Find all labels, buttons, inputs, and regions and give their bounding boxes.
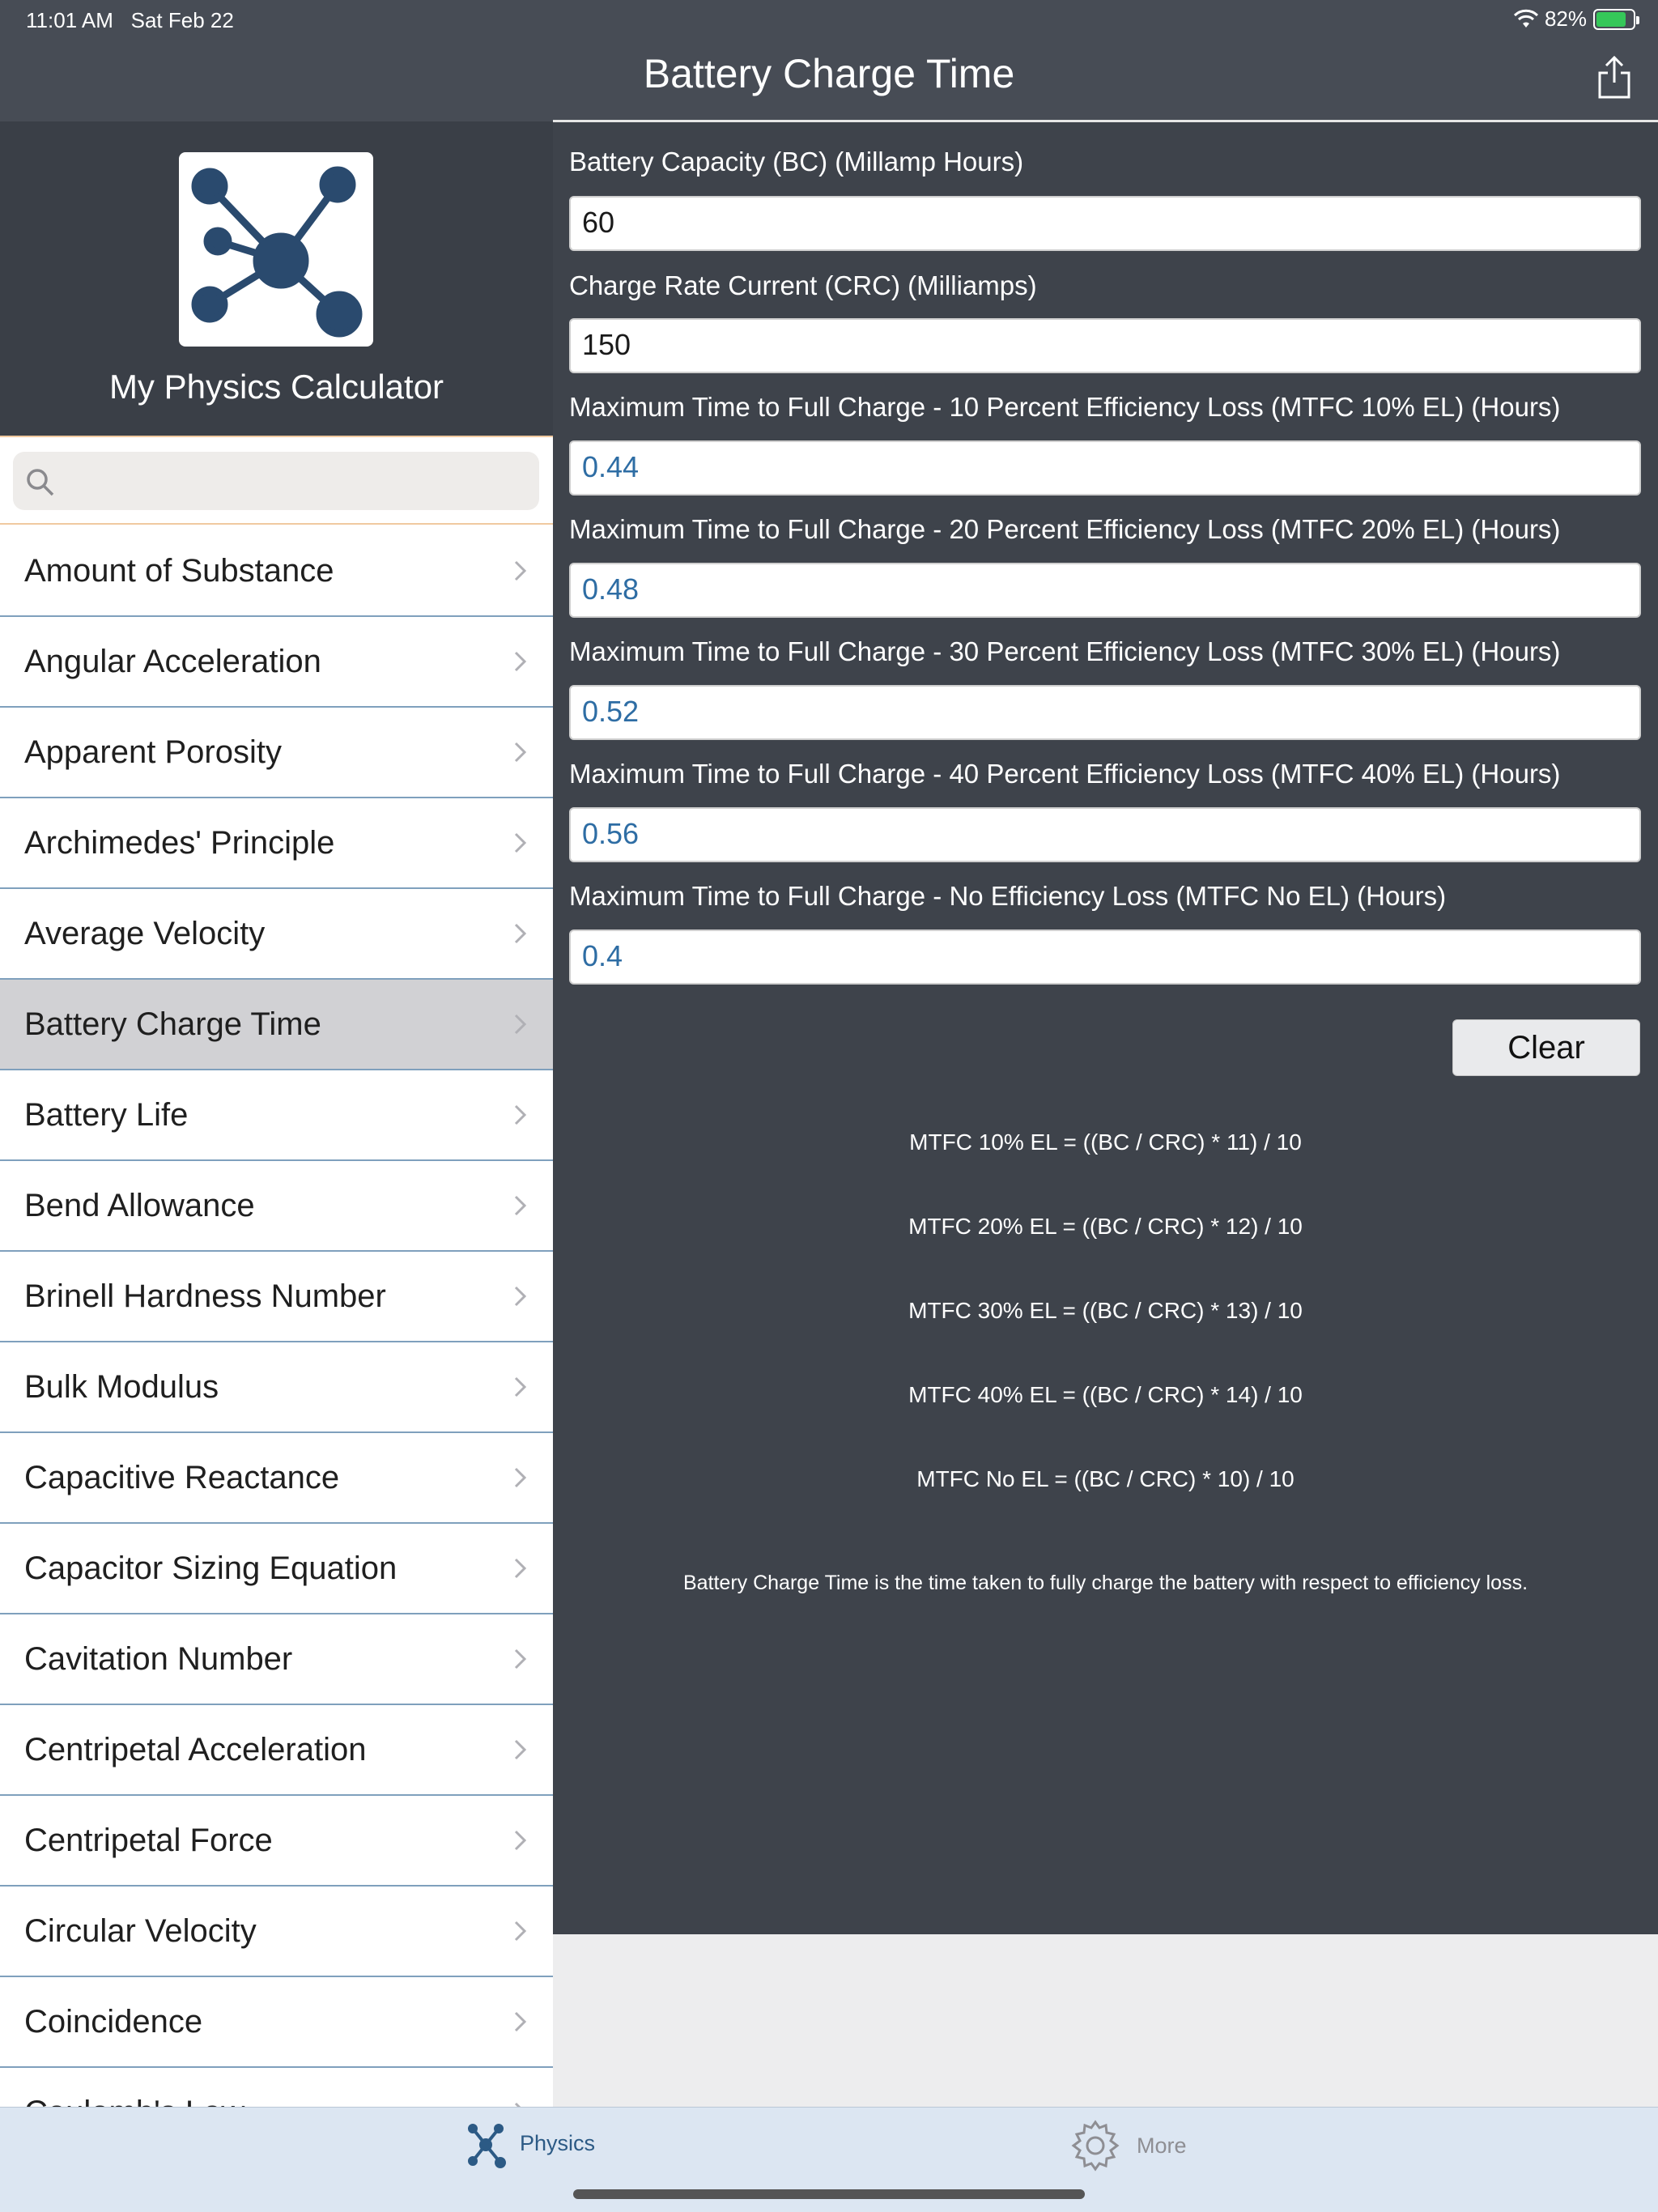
share-icon[interactable]	[1595, 55, 1634, 100]
chevron-right-icon	[512, 1828, 529, 1853]
chevron-right-icon	[512, 1465, 529, 1490]
list-item-average-velocity[interactable]	[0, 889, 553, 980]
chevron-right-icon	[512, 1375, 529, 1399]
charge-rate-current-input[interactable]: 150	[569, 318, 1641, 373]
chevron-right-icon	[512, 1556, 529, 1580]
list-item-label: Bulk Modulus	[24, 1368, 219, 1405]
mtfc-no-el-output[interactable]: 0.4	[569, 929, 1641, 985]
mtfc-20-output[interactable]: 0.48	[569, 563, 1641, 618]
list-item-bulk-modulus[interactable]	[0, 1342, 553, 1433]
list-item-coincidence[interactable]	[0, 1977, 553, 2068]
list-item-label: Coincidence	[24, 2003, 203, 2040]
battery-icon	[1593, 9, 1635, 30]
gear-icon	[1069, 2119, 1122, 2172]
search-icon	[24, 466, 57, 499]
calculator-list	[0, 526, 553, 2159]
list-item-label: Bend Allowance	[24, 1187, 255, 1223]
list-item-label: Apparent Porosity	[24, 734, 282, 770]
list-item-archimedes-principle[interactable]	[0, 798, 553, 889]
chevron-right-icon	[512, 1193, 529, 1218]
mtfc-30-output[interactable]: 0.52	[569, 685, 1641, 740]
list-item-label: Circular Velocity	[24, 1912, 257, 1949]
status-date: Sat Feb 22	[130, 8, 234, 32]
mtfc-10-output[interactable]: 0.44	[569, 440, 1641, 496]
formula-no-el: MTFC No EL = ((BC / CRC) * 10) / 10	[916, 1466, 1295, 1491]
chevron-right-icon	[512, 1012, 529, 1036]
mtfc-no-el-label: Maximum Time to Full Charge - No Efficiency Loss (MTFC No EL) (Hours)	[569, 881, 1447, 911]
list-item-label: Brinell Hardness Number	[24, 1278, 386, 1314]
list-item-label: Amount of Substance	[24, 552, 334, 589]
list-item-brinell-hardness-number[interactable]	[0, 1252, 553, 1342]
tab-more[interactable]	[1069, 2119, 1187, 2172]
chevron-right-icon	[512, 1284, 529, 1308]
mtfc-20-label: Maximum Time to Full Charge - 20 Percent Efficiency Loss (MTFC 20% EL) (Hours)	[569, 514, 1561, 544]
chevron-right-icon	[512, 921, 529, 946]
calculator-form	[553, 122, 1658, 1934]
list-item-label: Centripetal Force	[24, 1822, 273, 1858]
mtfc-30-label: Maximum Time to Full Charge - 30 Percent Efficiency Loss (MTFC 30% EL) (Hours)	[569, 636, 1561, 666]
top-bar	[0, 0, 1658, 121]
mtfc-40-label: Maximum Time to Full Charge - 40 Percent Efficiency Loss (MTFC 40% EL) (Hours)	[569, 759, 1561, 789]
list-item-cavitation-number[interactable]	[0, 1614, 553, 1705]
search-bar	[0, 436, 553, 525]
status-clock: 11:01 AM	[26, 8, 113, 32]
list-item-apparent-porosity[interactable]	[0, 708, 553, 798]
battery-capacity-label: Battery Capacity (BC) (Millamp Hours)	[569, 147, 1024, 177]
mtfc-10-label: Maximum Time to Full Charge - 10 Percent Efficiency Loss (MTFC 10% EL) (Hours)	[569, 392, 1561, 422]
list-item-capacitor-sizing-equation[interactable]	[0, 1524, 553, 1614]
list-item-label: Battery Charge Time	[24, 1006, 321, 1042]
molecule-icon	[466, 2119, 505, 2167]
description-text: Battery Charge Time is the time taken to fully charge the battery with respect to efficiency loss.	[682, 1572, 1528, 1594]
formula-20: MTFC 20% EL = ((BC / CRC) * 12) / 10	[908, 1214, 1303, 1239]
mtfc-40-output[interactable]: 0.56	[569, 807, 1641, 862]
list-item-circular-velocity[interactable]	[0, 1887, 553, 1977]
formula-40: MTFC 40% EL = ((BC / CRC) * 14) / 10	[908, 1382, 1303, 1407]
page-title: Battery Charge Time	[643, 51, 1015, 96]
wifi-icon	[1514, 10, 1538, 29]
list-item-label: Angular Acceleration	[24, 643, 321, 679]
list-item-capacitive-reactance[interactable]	[0, 1433, 553, 1524]
status-time	[26, 8, 234, 33]
status-indicators	[1514, 6, 1635, 32]
chevron-right-icon	[512, 649, 529, 674]
sidebar-header	[0, 121, 553, 436]
list-item-label: Average Velocity	[24, 915, 266, 951]
list-item-label: Centripetal Acceleration	[24, 1731, 367, 1767]
list-item-amount-of-substance[interactable]	[0, 526, 553, 617]
content-footer-area	[553, 1934, 1658, 2107]
list-item-bend-allowance[interactable]	[0, 1161, 553, 1252]
list-item-label: Cavitation Number	[24, 1640, 293, 1677]
tab-physics-label: Physics	[520, 2130, 596, 2155]
tab-more-label: More	[1137, 2133, 1187, 2158]
list-item-battery-charge-time[interactable]	[0, 980, 553, 1070]
list-item-label: Archimedes' Principle	[24, 824, 335, 861]
search-input[interactable]	[13, 452, 539, 510]
battery-capacity-input[interactable]: 60	[569, 196, 1641, 251]
chevron-right-icon	[512, 1738, 529, 1762]
list-item-centripetal-force[interactable]	[0, 1796, 553, 1887]
formula-30: MTFC 30% EL = ((BC / CRC) * 13) / 10	[908, 1298, 1303, 1323]
charge-rate-current-label: Charge Rate Current (CRC) (Milliamps)	[569, 270, 1037, 300]
molecule-logo-icon	[179, 152, 373, 347]
tab-physics[interactable]	[466, 2119, 595, 2167]
chevron-right-icon	[512, 740, 529, 764]
list-item-label: Battery Life	[24, 1096, 189, 1133]
chevron-right-icon	[512, 1919, 529, 1943]
home-indicator	[573, 2189, 1085, 2199]
list-item-angular-acceleration[interactable]	[0, 617, 553, 708]
list-item-label: Capacitor Sizing Equation	[24, 1550, 397, 1586]
app-logo	[179, 152, 373, 347]
list-item-battery-life[interactable]	[0, 1070, 553, 1161]
clear-button[interactable]: Clear	[1452, 1019, 1640, 1076]
chevron-right-icon	[512, 1647, 529, 1671]
formula-10: MTFC 10% EL = ((BC / CRC) * 11) / 10	[909, 1129, 1302, 1155]
battery-percent: 82%	[1544, 6, 1587, 31]
app-name: My Physics Calculator	[108, 368, 444, 406]
sidebar	[0, 121, 553, 2107]
chevron-right-icon	[512, 2010, 529, 2034]
list-item-label: Capacitive Reactance	[24, 1459, 340, 1495]
chevron-right-icon	[512, 559, 529, 583]
list-item-centripetal-acceleration[interactable]	[0, 1705, 553, 1796]
chevron-right-icon	[512, 1103, 529, 1127]
chevron-right-icon	[512, 831, 529, 855]
